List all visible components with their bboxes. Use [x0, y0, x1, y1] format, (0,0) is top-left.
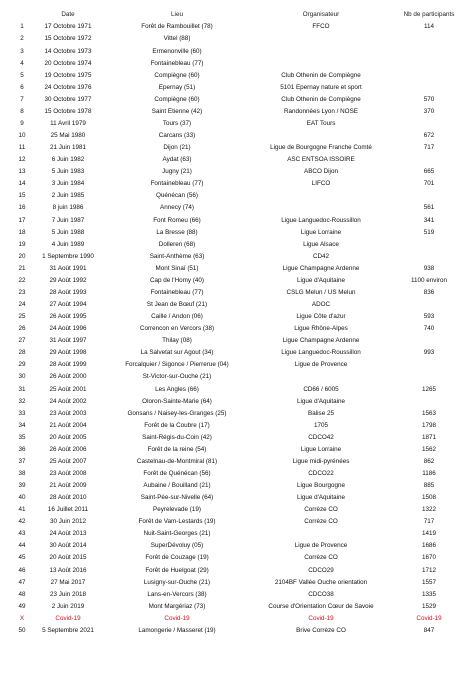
row-date: 1 Septembre 1990 — [42, 252, 94, 260]
row-lieu: Compiègne (60) — [154, 95, 200, 103]
table-row — [0, 374, 475, 386]
table-row — [0, 495, 475, 507]
row-participants: 1798 — [421, 421, 436, 429]
row-date: 26 Août 2000 — [49, 373, 87, 381]
header-date: Date — [61, 11, 75, 18]
table-row — [0, 109, 475, 121]
table-row — [0, 507, 475, 519]
row-participants: 672 — [423, 132, 435, 140]
table-row — [0, 350, 475, 362]
table-row — [0, 531, 475, 543]
row-lieu: Forcalquier / Sigonce / Pierrerue (04) — [125, 361, 229, 369]
row-number: 47 — [18, 578, 26, 586]
row-date: Covid-19 — [55, 614, 81, 622]
row-organisateur: Course d'Orientation Cœur de Savoie — [268, 602, 374, 610]
row-participants: 1508 — [421, 494, 436, 502]
row-date: 24 Août 2002 — [49, 397, 87, 405]
row-lieu: Les Angles (66) — [155, 385, 199, 393]
row-lieu: Lans-en-Vercors (38) — [147, 590, 207, 598]
row-date: 5 Juin 1983 — [51, 168, 85, 176]
row-date: 5 Juin 1988 — [51, 228, 85, 236]
table-row — [0, 302, 475, 314]
row-organisateur: CDCO29 — [308, 566, 334, 574]
row-date: 23 Août 2003 — [49, 409, 87, 417]
row-number: 49 — [18, 602, 26, 610]
row-lieu: Caille / Andon (06) — [151, 313, 203, 321]
table-row — [0, 230, 475, 242]
row-participants: 1186 — [422, 469, 436, 477]
row-number: 41 — [18, 506, 26, 514]
row-lieu: Aubaine / Bouilland (21) — [143, 482, 211, 490]
row-date: 31 Août 1997 — [49, 337, 87, 345]
table-row — [0, 555, 475, 567]
row-date: 27 Août 1994 — [49, 301, 87, 308]
table-row — [0, 290, 475, 302]
row-date: 28 Août 1993 — [49, 288, 87, 296]
row-participants: 1670 — [421, 554, 436, 562]
row-number: 14 — [18, 180, 26, 188]
row-number: 17 — [18, 216, 26, 224]
row-number: 36 — [18, 445, 26, 453]
row-number: 45 — [18, 554, 26, 562]
row-participants: Covid-19 — [416, 614, 442, 622]
row-lieu: La Bresse (88) — [156, 228, 198, 236]
row-participants: 1871 — [421, 433, 436, 441]
row-organisateur: Balise 25 — [308, 409, 334, 417]
row-lieu: Castelnau-de-Montmiral (81) — [136, 457, 218, 465]
row-participants: 519 — [423, 228, 435, 236]
row-date: 25 Mai 1980 — [50, 132, 86, 140]
row-date: 2 Juin 1985 — [51, 192, 85, 200]
row-lieu: Forêt de Quénécan (56) — [143, 469, 211, 477]
row-date: 30 Octobre 1977 — [44, 95, 92, 103]
row-date: 2 Juin 2019 — [51, 602, 85, 610]
table-row — [0, 435, 475, 447]
row-organisateur: Ligue midi-pyrénées — [292, 457, 350, 465]
row-organisateur: Corrèze CO — [304, 506, 338, 514]
row-number: 33 — [18, 409, 26, 417]
row-participants: 701 — [423, 180, 435, 188]
table-row — [0, 254, 475, 266]
row-lieu: Forêt de Huelgoat (29) — [145, 566, 209, 574]
row-participants: 1265 — [421, 385, 436, 393]
row-number: 29 — [18, 361, 26, 369]
row-organisateur: 5101 Epernay nature et sport — [280, 83, 362, 91]
row-lieu: Thilay (08) — [162, 337, 192, 345]
table-row — [0, 471, 475, 483]
row-date: 3 Juin 1984 — [51, 180, 85, 188]
table-row — [0, 338, 475, 350]
row-date: 24 Août 1996 — [49, 325, 87, 333]
row-participants: 370 — [423, 107, 435, 115]
table-row — [0, 604, 475, 616]
row-lieu: Saint-Pée-sur-Nivelle (64) — [140, 494, 214, 502]
row-number: 25 — [18, 313, 26, 321]
row-participants: 593 — [423, 313, 435, 321]
row-lieu: Correncon en Vercors (38) — [139, 325, 215, 333]
row-date: 29 Août 1992 — [49, 276, 87, 284]
row-lieu: St Jean de Bœuf (21) — [146, 301, 208, 308]
row-participants: 938 — [423, 264, 435, 272]
table-row — [0, 580, 475, 592]
row-participants: 1322 — [421, 506, 436, 514]
row-lieu: Nuit-Saint-Georges (21) — [143, 530, 211, 538]
row-participants: 740 — [423, 325, 435, 333]
row-organisateur: Ligue Champagne Ardenne — [282, 337, 360, 345]
row-number: 34 — [18, 421, 26, 429]
row-number: 42 — [18, 518, 26, 526]
row-participants: 1100 environ — [411, 276, 447, 284]
row-organisateur: ASC ENTSOA ISSOIRE — [287, 156, 355, 164]
row-participants: 1562 — [421, 445, 436, 453]
table-row — [0, 145, 475, 157]
row-number: 16 — [18, 204, 26, 212]
row-lieu: Forêt de Rambouillet (78) — [141, 23, 213, 31]
row-number: 31 — [18, 385, 26, 393]
row-participants: 885 — [423, 482, 435, 490]
row-number: 1 — [20, 23, 24, 31]
row-number: 22 — [18, 276, 26, 284]
row-number: 13 — [18, 168, 26, 176]
row-lieu: Saint Etienne (42) — [151, 107, 203, 115]
row-date: 30 Juin 2012 — [49, 518, 87, 526]
row-lieu: Mont Sinaï (51) — [155, 264, 199, 272]
row-organisateur: LIFCO — [311, 180, 331, 188]
header-participants: Nb de participants — [403, 11, 455, 18]
row-lieu: Oloron-Sainte-Marie (64) — [142, 397, 212, 405]
row-participants: 717 — [423, 144, 435, 152]
table-row — [0, 157, 475, 169]
row-number: 24 — [18, 301, 26, 308]
table-row — [0, 61, 475, 73]
table-row — [0, 592, 475, 604]
table-row — [0, 205, 475, 217]
row-participants: 836 — [423, 288, 435, 296]
row-lieu: Jugny (21) — [162, 168, 192, 176]
table-row — [0, 483, 475, 495]
row-date: 5 Septembre 2021 — [42, 626, 94, 634]
row-number: 12 — [18, 156, 26, 164]
row-date: 21 Août 2004 — [49, 421, 87, 429]
row-lieu: Aydat (63) — [162, 156, 192, 164]
row-lieu: Gonsans / Naisey-les-Granges (25) — [127, 409, 227, 417]
table-row — [0, 181, 475, 193]
table-row — [0, 628, 475, 640]
row-number: 43 — [18, 530, 26, 538]
row-date: 25 Août 2001 — [49, 385, 87, 393]
table-row — [0, 362, 475, 374]
row-lieu: Forêt de Couzage (19) — [145, 554, 209, 562]
row-number: 30 — [18, 373, 26, 381]
row-lieu: Font Romeu (66) — [153, 216, 201, 224]
row-participants: 1712 — [421, 566, 436, 574]
row-date: 26 Août 2006 — [49, 445, 87, 453]
row-organisateur: Ligue de Bourgogne Franche Comté — [270, 144, 372, 152]
table-row — [0, 85, 475, 97]
row-organisateur: Ligue Lorraine — [300, 445, 342, 453]
row-lieu: Dijon (21) — [163, 144, 191, 152]
row-date: 28 Août 2010 — [49, 494, 87, 502]
row-number: 3 — [20, 47, 24, 55]
row-number: 27 — [18, 337, 26, 345]
row-organisateur: CDCO42 — [308, 433, 334, 441]
row-participants: 717 — [423, 518, 435, 526]
row-organisateur: Club Othenin de Compiègne — [281, 71, 361, 79]
row-lieu: Quénécan (56) — [155, 192, 198, 200]
row-organisateur: CD42 — [312, 252, 330, 260]
row-organisateur: CDCO38 — [308, 590, 334, 598]
row-lieu: SuperDévoluy (05) — [150, 542, 204, 550]
row-participants: 1335 — [421, 590, 436, 598]
row-organisateur: Covid-19 — [308, 614, 334, 622]
row-organisateur: Ligue Côte d'azur — [296, 313, 346, 321]
row-lieu: Dolleren (68) — [158, 240, 196, 248]
row-lieu: St-Victor-sur-Ouche (21) — [142, 373, 212, 381]
row-organisateur: CSLG Melun / US Melun — [286, 288, 356, 296]
row-number: 21 — [18, 264, 26, 272]
row-organisateur: Ligue Bourgogne — [297, 482, 345, 490]
row-date: 20 Août 2005 — [49, 433, 87, 441]
header-organisateur: Organisateur — [302, 11, 340, 18]
table-row — [0, 387, 475, 399]
row-participants: 114 — [423, 23, 435, 31]
row-date: 8 juin 1986 — [52, 204, 84, 212]
row-organisateur: Randonnées Lyon / NOSE — [284, 107, 358, 115]
row-number: 28 — [18, 349, 26, 357]
row-number: 23 — [18, 288, 26, 296]
row-date: 20 Octobre 1974 — [44, 59, 92, 67]
row-date: 13 Août 2016 — [49, 566, 87, 574]
row-number: 2 — [20, 35, 24, 43]
row-lieu: Fontainebleau (77) — [150, 180, 204, 188]
row-number: 15 — [18, 192, 26, 200]
row-participants: 570 — [423, 95, 435, 103]
row-lieu: Carcans (33) — [158, 132, 196, 140]
row-organisateur: Corrèze CO — [304, 554, 338, 562]
row-participants: 1529 — [421, 602, 436, 610]
header-lieu: Lieu — [171, 11, 183, 18]
table-header — [0, 12, 475, 24]
row-number: 18 — [18, 228, 26, 236]
row-organisateur: Ligue d'Aquitaine — [296, 494, 346, 502]
table-row — [0, 24, 475, 36]
row-date: 7 Juin 1987 — [51, 216, 85, 224]
row-date: 21 Juin 1981 — [49, 144, 87, 152]
table-row — [0, 242, 475, 254]
row-participants: 1557 — [421, 578, 436, 586]
row-lieu: Forêt de la reine (54) — [147, 445, 207, 453]
row-organisateur: CD66 / 6005 — [303, 385, 339, 393]
table-row — [0, 97, 475, 109]
row-lieu: Fontainebleau (77) — [150, 288, 204, 296]
row-lieu: Tours (37) — [162, 119, 192, 127]
row-lieu: Forêt de la Coubre (17) — [144, 421, 210, 429]
row-number: 32 — [18, 397, 26, 405]
row-number: 20 — [18, 252, 26, 260]
table-row — [0, 423, 475, 435]
row-organisateur: Ligue Rhône-Alpes — [294, 325, 348, 333]
row-participants: 847 — [423, 626, 435, 634]
table-row — [0, 133, 475, 145]
row-number: 46 — [18, 566, 26, 574]
row-lieu: Fontainebleau (77) — [150, 59, 204, 67]
table-row — [0, 399, 475, 411]
row-organisateur: ABCO Dijon — [304, 168, 338, 176]
row-organisateur: Ligue d'Aquitaine — [296, 276, 346, 284]
row-participants: 862 — [423, 457, 435, 465]
row-lieu: Compiègne (60) — [154, 71, 200, 79]
row-date: 14 Octobre 1973 — [44, 47, 92, 55]
row-number: 44 — [18, 542, 26, 550]
table-row — [0, 616, 475, 628]
row-lieu: Lusigny-sur-Ouche (21) — [143, 578, 211, 586]
table-row — [0, 314, 475, 326]
row-organisateur: Corrèze CO — [304, 518, 338, 526]
row-number: 6 — [20, 83, 24, 91]
row-organisateur: Ligue de Provence — [294, 361, 348, 369]
row-number: 9 — [20, 119, 24, 127]
row-organisateur: FFCO — [312, 23, 330, 31]
row-number: 10 — [18, 132, 26, 140]
row-number: 5 — [20, 71, 24, 79]
row-number: 4 — [20, 59, 24, 67]
row-organisateur: 1705 — [313, 421, 328, 429]
row-organisateur: Club Othenin de Compiègne — [281, 95, 361, 103]
row-lieu: Covid-19 — [164, 614, 190, 622]
row-organisateur: CDCO22 — [308, 469, 334, 477]
row-participants: 1686 — [421, 542, 436, 550]
row-date: 21 Août 2009 — [49, 482, 87, 490]
table-row — [0, 73, 475, 85]
row-date: 29 Août 1998 — [49, 349, 87, 357]
row-organisateur: Ligue d'Aquitaine — [296, 397, 346, 405]
row-participants: 561 — [423, 204, 435, 212]
row-participants: 1419 — [421, 530, 436, 538]
row-date: 11 Avril 1979 — [50, 119, 86, 127]
row-date: 24 Octobre 1976 — [44, 83, 92, 91]
row-lieu: Saint-Régis-du-Coin (42) — [142, 433, 212, 441]
row-date: 19 Octobre 1975 — [44, 71, 92, 79]
row-number: 38 — [18, 469, 26, 477]
row-date: 15 Octobre 1978 — [44, 107, 92, 115]
table-row — [0, 266, 475, 278]
row-participants: 993 — [423, 349, 435, 357]
row-date: 31 Août 1991 — [49, 264, 87, 272]
row-number: X — [19, 614, 25, 622]
table-row — [0, 459, 475, 471]
row-organisateur: 2104BF Vallée Ouche orientation — [274, 578, 368, 586]
row-number: 50 — [18, 626, 26, 634]
row-participants: 665 — [423, 168, 435, 176]
row-lieu: Peyrelevade (19) — [153, 506, 201, 514]
row-date: 15 Octobre 1972 — [44, 35, 92, 43]
row-number: 19 — [18, 240, 26, 248]
row-date: 20 Août 2015 — [49, 554, 87, 562]
row-participants: 341 — [423, 216, 435, 224]
row-lieu: Ermenonville (60) — [152, 47, 202, 55]
row-date: 17 Octobre 1971 — [44, 23, 92, 31]
row-lieu: Epernay (51) — [158, 83, 196, 91]
row-lieu: Mont Margériaz (73) — [148, 602, 206, 610]
row-organisateur: Ligue Champagne Ardenne — [282, 264, 360, 272]
row-organisateur: EAT Tours — [306, 119, 336, 127]
table-row — [0, 36, 475, 48]
table-row — [0, 411, 475, 423]
table-row — [0, 169, 475, 181]
table-row — [0, 543, 475, 555]
row-organisateur: Ligue Alsace — [303, 240, 339, 248]
row-date: 6 Juin 1982 — [51, 156, 85, 164]
row-number: 40 — [18, 494, 26, 502]
row-date: 23 Août 2008 — [49, 469, 87, 477]
row-lieu: Forêt de Vam-Lestards (19) — [138, 518, 216, 526]
row-lieu: Saint-Anthème (63) — [149, 252, 205, 260]
row-date: 16 Juillet 2011 — [47, 506, 89, 514]
table-row — [0, 568, 475, 580]
row-lieu: Lamongerie / Masseret (19) — [138, 626, 216, 634]
row-number: 48 — [18, 590, 26, 598]
row-organisateur: ADOC — [311, 301, 331, 308]
row-lieu: Cap de l'Homy (40) — [149, 276, 205, 284]
table-row — [0, 519, 475, 531]
table-row — [0, 218, 475, 230]
table-row — [0, 326, 475, 338]
row-lieu: Vittel (88) — [163, 35, 191, 43]
row-number: 35 — [18, 433, 26, 441]
row-lieu: Annecy (74) — [160, 204, 194, 212]
table-row — [0, 278, 475, 290]
row-number: 26 — [18, 325, 26, 333]
row-date: 28 Août 1999 — [49, 361, 87, 369]
row-date: 27 Mai 2017 — [50, 578, 86, 586]
row-number: 11 — [18, 144, 26, 152]
row-organisateur: Ligue de Provence — [294, 542, 348, 550]
row-number: 8 — [20, 107, 24, 115]
row-date: 26 Août 1995 — [49, 313, 87, 321]
row-date: 25 Août 2007 — [49, 457, 87, 465]
row-organisateur: Brive Corrèze CO — [296, 626, 346, 634]
row-number: 7 — [20, 95, 24, 103]
row-number: 37 — [18, 457, 26, 465]
row-date: 24 Août 2013 — [49, 530, 87, 538]
row-organisateur: Ligue Languedoc-Roussillon — [281, 216, 361, 224]
table-row — [0, 447, 475, 459]
table-row — [0, 49, 475, 61]
row-lieu: La Salvetat sur Agout (34) — [140, 349, 214, 357]
table-row — [0, 193, 475, 205]
row-organisateur: Ligue Languedoc-Roussillon — [281, 349, 361, 357]
table-row — [0, 121, 475, 133]
row-number: 39 — [18, 482, 26, 490]
row-organisateur: Ligue Lorraine — [300, 228, 342, 236]
row-date: 30 Août 2014 — [49, 542, 87, 550]
row-date: 23 Juin 2018 — [49, 590, 87, 598]
row-date: 4 Juin 1989 — [51, 240, 85, 248]
row-participants: 1563 — [421, 409, 436, 417]
